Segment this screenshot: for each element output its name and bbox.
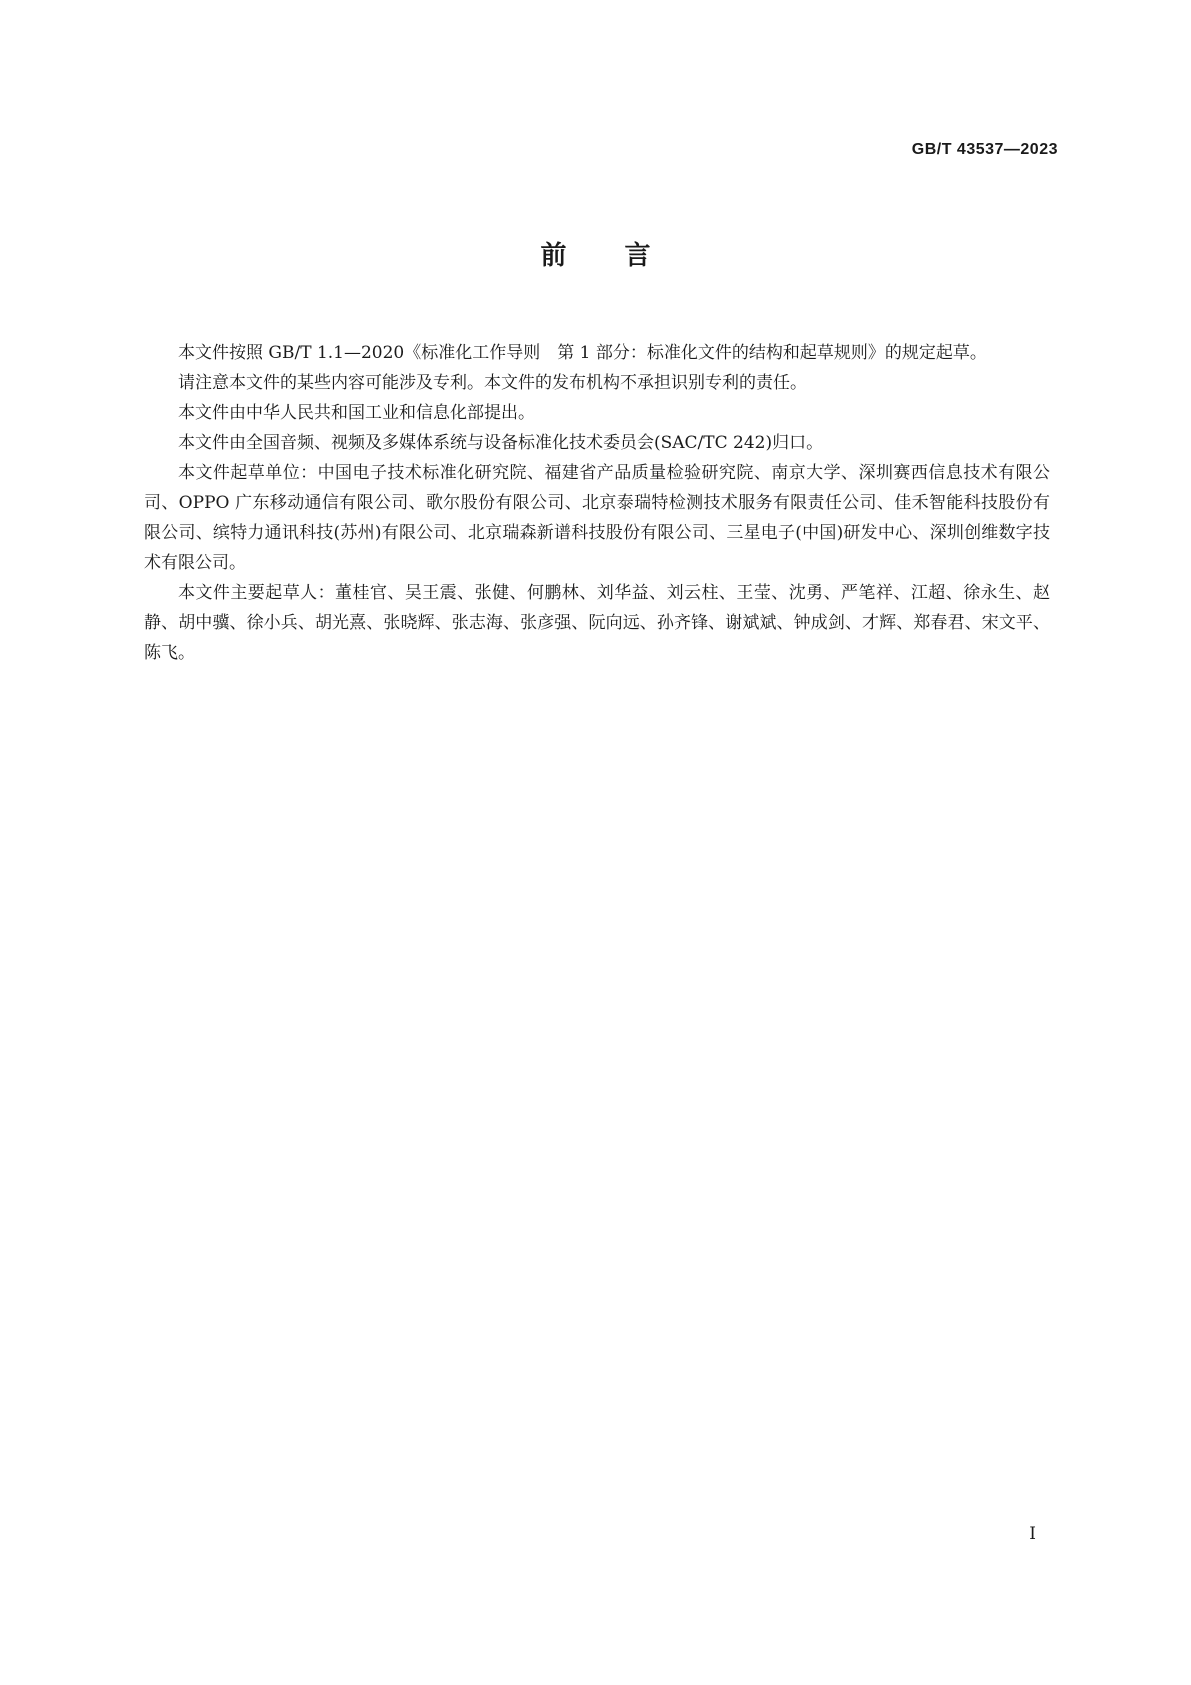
paragraph-technical-committee: 本文件由全国音频、视频及多媒体系统与设备标准化技术委员会(SAC/TC 242)归口。	[178, 433, 824, 453]
paragraph-drafting-organizations: 本文件起草单位：中国电子技术标准化研究院、福建省产品质量检验研究院、南京大学、深圳赛西信息技术有限公司、OPPO 广东移动通信有限公司、歌尔股份有限公司、北京泰瑞特检测技术服务有限责任公司、佳禾智能科技股份有限公司、缤特力通讯科技(苏州)有限公司、北京瑞森新谱科技股份有限公司、三星电子(中国)研发中心、深圳创维数字技术有限公司。	[144, 463, 1050, 573]
page-title	[0, 238, 1191, 274]
paragraph-proposed-by: 本文件由中华人民共和国工业和信息化部提出。	[178, 403, 535, 423]
page-title-part-2: 言	[624, 241, 651, 271]
page-number: I	[1029, 1524, 1036, 1544]
paragraph-patent-notice: 请注意本文件的某些内容可能涉及专利。本文件的发布机构不承担识别专利的责任。	[178, 373, 807, 393]
paragraph-main-drafters: 本文件主要起草人：董桂官、吴王震、张健、何鹏林、刘华益、刘云柱、王莹、沈勇、严笔祥、江超、徐永生、赵静、胡中骥、徐小兵、胡光熹、张晓辉、张志海、张彦强、阮向远、孙齐锋、谢斌斌、钟成剑、才辉、郑春君、宋文平、陈飞。	[144, 583, 1050, 663]
foreword-body	[144, 338, 1050, 668]
paragraph-drafting-rules: 本文件按照 GB/T 1.1—2020《标准化工作导则 第 1 部分：标准化文件的结构和起草规则》的规定起草。	[178, 343, 987, 363]
document-number: GB/T 43537—2023	[911, 141, 1058, 158]
page-title-part-1: 前	[540, 241, 567, 271]
